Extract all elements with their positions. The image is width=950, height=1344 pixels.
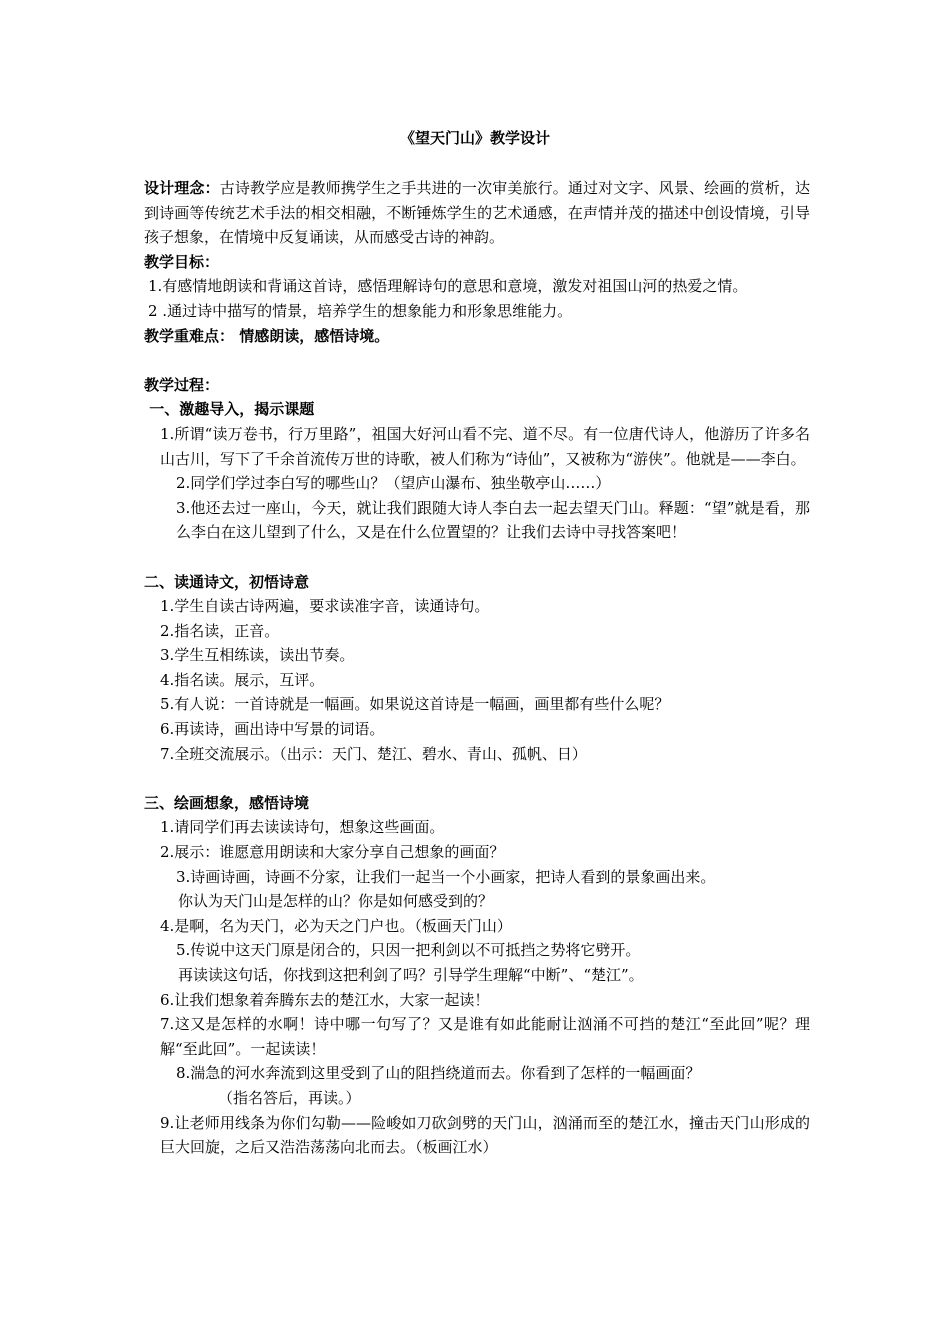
- section-item: 2.指名读，正音。: [160, 621, 280, 640]
- section-item: 3.他还去过一座山，今天，就让我们跟随大诗人李白去一起去望天门山。释题：“望”就是看，那么李白在这儿望到了什么，又是在什么位置望的？让我们去诗中寻找答案吧！: [176, 498, 810, 542]
- section-item: （指名答后，再读。）: [218, 1088, 361, 1107]
- keypoints: 教学重难点： 情感朗读，感悟诗境。: [144, 326, 390, 345]
- section-item: 5.有人说：一首诗就是一幅画。如果说这首诗是一幅画，画里都有些什么呢？: [160, 695, 670, 714]
- section-item: 2.展示：谁愿意用朗读和大家分享自己想象的画面？: [160, 843, 505, 862]
- section-item: 6.让我们想象着奔腾东去的楚江水，大家一起读！: [160, 990, 490, 1009]
- spacer: [144, 766, 810, 791]
- section-item: 你认为天门山是怎样的山？你是如何感受到的？: [178, 892, 494, 911]
- section-item: 7.全班交流展示。（出示：天门、楚江、碧水、青山、孤帆、日）: [160, 744, 587, 763]
- spacer: [144, 348, 810, 373]
- document-body: [144, 176, 810, 1160]
- document-title: 《望天门山》教学设计: [399, 129, 550, 147]
- goal-item: 1.有感情地朗读和背诵这首诗，感悟理解诗句的意思和意境，激发对祖国山河的热爱之情。: [148, 277, 748, 296]
- spacer: [144, 545, 810, 570]
- section-item: 7.这又是怎样的水啊！诗中哪一句写了？又是谁有如此能耐让汹涌不可挡的楚江“至此回”呢？理解“至此回”。一起读读！: [160, 1015, 810, 1058]
- section-item: 3.学生互相练读，读出节奏。: [160, 646, 355, 665]
- section-item: 1.所谓“读万卷书，行万里路”，祖国大好河山看不完、道不尽。有一位唐代诗人，他游历了许多名山古川，写下了千余首流传万世的诗歌，被人们称为“诗仙”，又被称为“游侠”。他就是——李白。: [160, 424, 810, 468]
- section-item: 4.是啊，名为天门，必为天之门户也。（板画天门山）: [160, 916, 512, 935]
- section-item: 1.学生自读古诗两遍，要求读准字音，读通诗句。: [160, 597, 490, 616]
- section-item: 6.再读诗，画出诗中写景的词语。: [160, 720, 385, 739]
- section-heading: 二、读通诗文，初悟诗意: [144, 572, 310, 591]
- section-item: 5.传说中这天门原是闭合的，只因一把利剑以不可抵挡之势将它劈开。: [176, 941, 641, 960]
- section-item: 再读读这句话，你找到这把利剑了吗？引导学生理解“中断”、“楚江”。: [178, 966, 644, 984]
- design-concept-text: 古诗教学应是教师携学生之手共进的一次审美旅行。通过对文字、风景、绘画的赏析，达到诗画等传统艺术手法的相交相融，不断锤炼学生的艺术通感，在声情并茂的描述中创设情境，引导孩子想象，在情境中反复诵读，从而感受古诗的神韵。: [144, 179, 810, 247]
- section-item: 9.让老师用线条为你们勾勒——险峻如刀砍剑劈的天门山，汹涌而至的楚江水，撞击天门山形成的巨大回旋，之后又浩浩荡荡向北而去。（板画江水）: [160, 1113, 810, 1157]
- goals-heading: 教学目标：: [144, 252, 220, 271]
- section-item: 2.同学们学过李白写的哪些山？（望庐山瀑布、独坐敬亭山……）: [176, 474, 611, 493]
- section-item: 3.诗画诗画，诗画不分家，让我们一起当一个小画家，把诗人看到的景象画出来。: [176, 867, 716, 886]
- section-item: 1.请同学们再去读读诗句，想象这些画面。: [160, 818, 445, 837]
- process-heading: 教学过程：: [144, 375, 220, 394]
- section-heading: 三、绘画想象，感悟诗境: [144, 793, 310, 812]
- design-concept: [144, 176, 810, 250]
- goal-item: 2 .通过诗中描写的情景，培养学生的想象能力和形象思维能力。: [148, 301, 573, 320]
- section-item: 8.湍急的河水奔流到这里受到了山的阻挡绕道而去。你看到了怎样的一幅画面？: [176, 1064, 701, 1083]
- section-heading: 一、激趣导入，揭示课题: [144, 400, 315, 419]
- section-item: 4.指名读。展示，互评。: [160, 670, 325, 689]
- design-concept-label: 设计理念：: [144, 179, 220, 197]
